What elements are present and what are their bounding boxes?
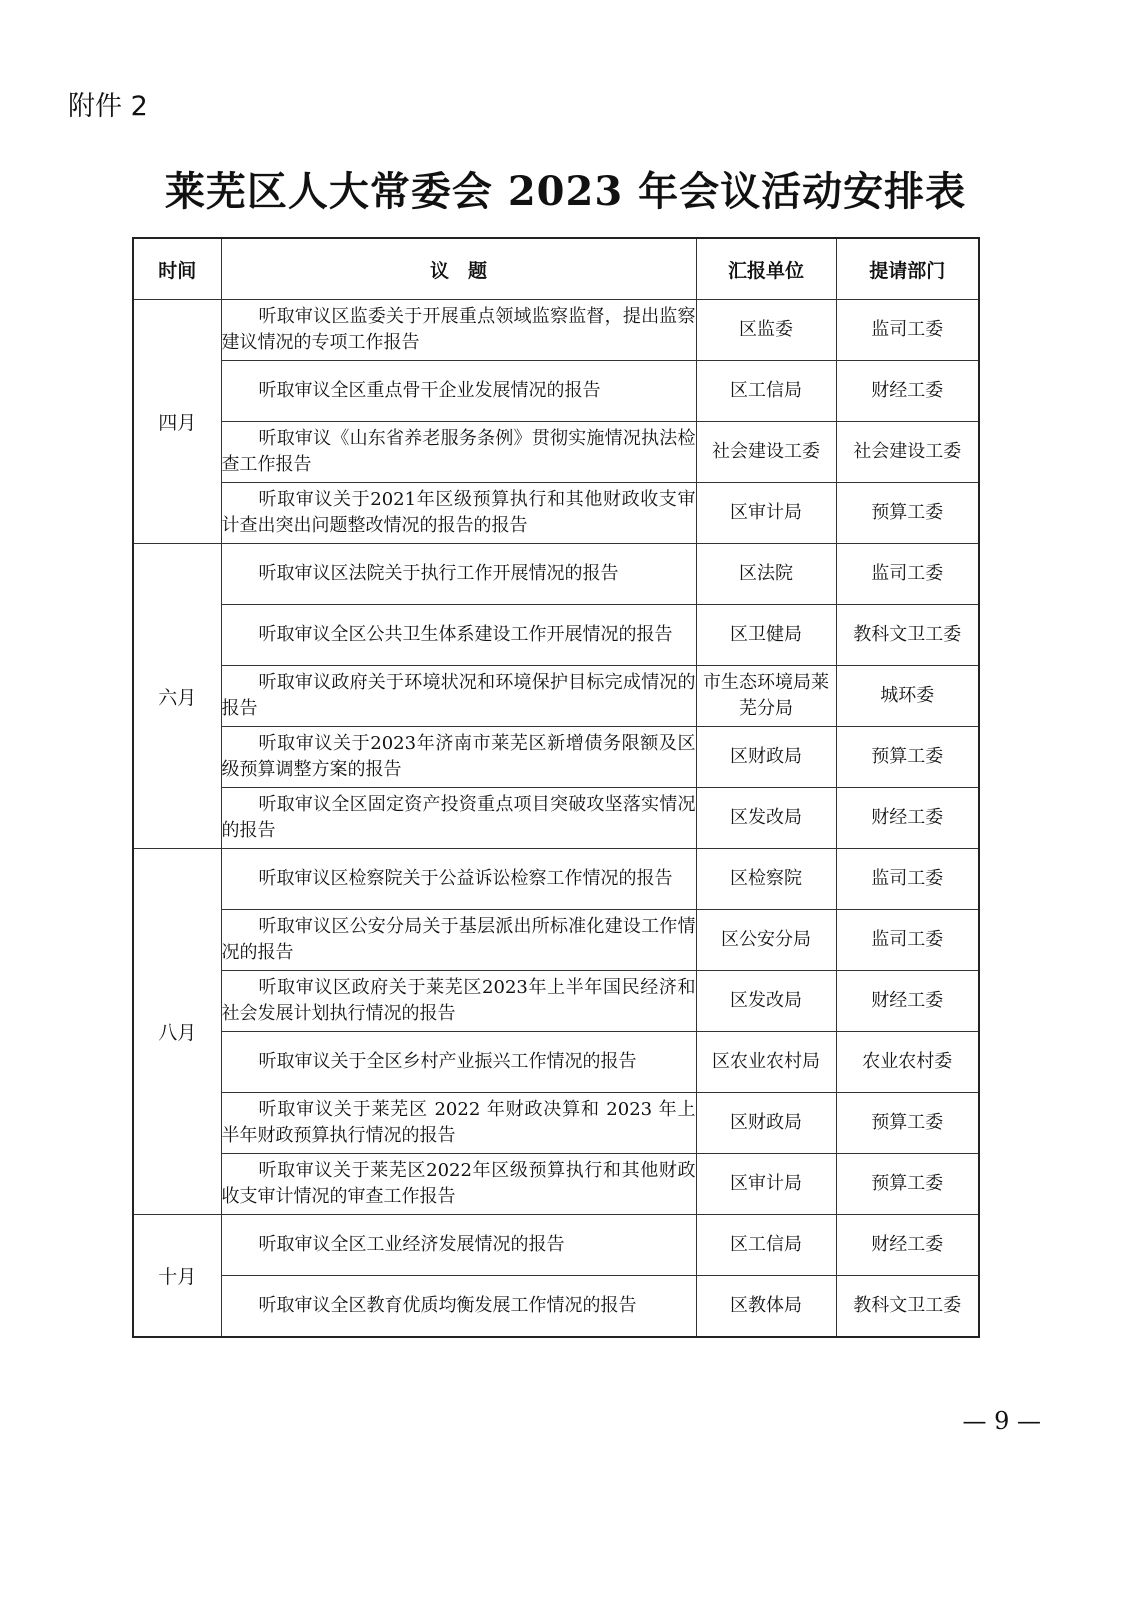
table-row [133,361,979,422]
unit-cell: 区教体局 [696,1276,836,1338]
table-row [133,788,979,849]
dept-cell: 预算工委 [836,483,979,544]
unit-cell: 区发改局 [696,788,836,849]
topic-text: 听取审议关于莱芜区2022年区级预算执行和其他财政收支审计情况的审查工作报告 [221,1160,696,1207]
table-row [133,300,979,361]
month-cell: 四月 [133,300,221,544]
unit-cell: 区监委 [696,300,836,361]
topic-text: 听取审议全区重点骨干企业发展情况的报告 [258,380,601,401]
dept-cell: 社会建设工委 [836,422,979,483]
dept-cell: 预算工委 [836,1093,979,1154]
topic-cell [221,971,696,1032]
topic-text: 听取审议区法院关于执行工作开展情况的报告 [258,563,619,584]
topic-cell [221,1032,696,1093]
table-row [133,1032,979,1093]
unit-cell: 区公安分局 [696,910,836,971]
header-time: 时间 [133,238,221,300]
dept-cell: 财经工委 [836,361,979,422]
table-header-row [133,238,979,300]
attachment-label: 附件 2 [68,91,148,122]
schedule-table [132,237,980,1338]
page-title: 莱芜区人大常委会 2023 年会议活动安排表 [164,168,967,215]
topic-text: 听取审议区检察院关于公益诉讼检察工作情况的报告 [258,868,673,889]
dept-cell: 城环委 [836,666,979,727]
table-row [133,727,979,788]
table-row [133,666,979,727]
topic-cell [221,1276,696,1338]
topic-text: 听取审议区公安分局关于基层派出所标准化建设工作情况的报告 [221,916,696,963]
topic-text: 听取审议全区固定资产投资重点项目突破攻坚落实情况的报告 [221,794,696,841]
table-row [133,910,979,971]
topic-cell [221,483,696,544]
topic-text: 听取审议政府关于环境状况和环境保护目标完成情况的报告 [221,672,696,719]
dept-cell: 监司工委 [836,300,979,361]
unit-cell: 区财政局 [696,727,836,788]
dept-cell: 预算工委 [836,727,979,788]
topic-text: 听取审议区政府关于莱芜区2023年上半年国民经济和社会发展计划执行情况的报告 [221,977,696,1024]
table-row [133,971,979,1032]
topic-text: 听取审议全区教育优质均衡发展工作情况的报告 [258,1295,637,1316]
topic-cell [221,910,696,971]
unit-cell: 区审计局 [696,1154,836,1215]
dept-cell: 监司工委 [836,544,979,605]
unit-cell: 区发改局 [696,971,836,1032]
topic-text: 听取审议区监委关于开展重点领域监察监督，提出监察建议情况的专项工作报告 [221,306,696,353]
unit-cell: 区卫健局 [696,605,836,666]
topic-cell [221,788,696,849]
unit-cell: 区检察院 [696,849,836,910]
topic-cell [221,849,696,910]
header-unit: 汇报单位 [696,238,836,300]
topic-cell [221,666,696,727]
table-row [133,605,979,666]
topic-text: 听取审议关于2021年区级预算执行和其他财政收支审计查出突出问题整改情况的报告的报告 [221,489,696,536]
page-number: — 9 — [962,1407,1041,1435]
unit-cell: 区法院 [696,544,836,605]
unit-cell: 区工信局 [696,361,836,422]
table-row [133,1154,979,1215]
header-topic: 议 题 [221,238,696,300]
unit-cell: 区工信局 [696,1215,836,1276]
topic-text: 听取审议关于全区乡村产业振兴工作情况的报告 [258,1051,637,1072]
topic-text: 听取审议《山东省养老服务条例》贯彻实施情况执法检查工作报告 [221,428,696,475]
unit-cell: 市生态环境局莱芜分局 [696,666,836,727]
dept-cell: 教科文卫工委 [836,1276,979,1338]
topic-cell [221,422,696,483]
dept-cell: 财经工委 [836,1215,979,1276]
dept-cell: 监司工委 [836,849,979,910]
dept-cell: 财经工委 [836,788,979,849]
topic-text: 听取审议全区工业经济发展情况的报告 [258,1234,565,1255]
month-cell: 八月 [133,849,221,1215]
table-row [133,544,979,605]
table-row [133,1276,979,1338]
topic-text: 听取审议全区公共卫生体系建设工作开展情况的报告 [258,624,673,645]
month-cell: 十月 [133,1215,221,1338]
table-row [133,849,979,910]
unit-cell: 区财政局 [696,1093,836,1154]
unit-cell: 社会建设工委 [696,422,836,483]
dept-cell: 预算工委 [836,1154,979,1215]
topic-cell [221,1093,696,1154]
topic-cell [221,727,696,788]
topic-cell [221,1215,696,1276]
month-cell: 六月 [133,544,221,849]
dept-cell: 财经工委 [836,971,979,1032]
topic-cell [221,300,696,361]
table-row [133,1215,979,1276]
dept-cell: 监司工委 [836,910,979,971]
topic-text: 听取审议关于莱芜区 2022 年财政决算和 2023 年上半年财政预算执行情况的报告 [221,1099,696,1146]
unit-cell: 区农业农村局 [696,1032,836,1093]
dept-cell: 教科文卫工委 [836,605,979,666]
topic-cell [221,361,696,422]
table-row [133,1093,979,1154]
topic-cell [221,544,696,605]
unit-cell: 区审计局 [696,483,836,544]
header-dept: 提请部门 [836,238,979,300]
dept-cell: 农业农村委 [836,1032,979,1093]
topic-cell [221,1154,696,1215]
topic-cell [221,605,696,666]
table-row [133,422,979,483]
table-row [133,483,979,544]
topic-text: 听取审议关于2023年济南市莱芜区新增债务限额及区级预算调整方案的报告 [221,733,696,780]
